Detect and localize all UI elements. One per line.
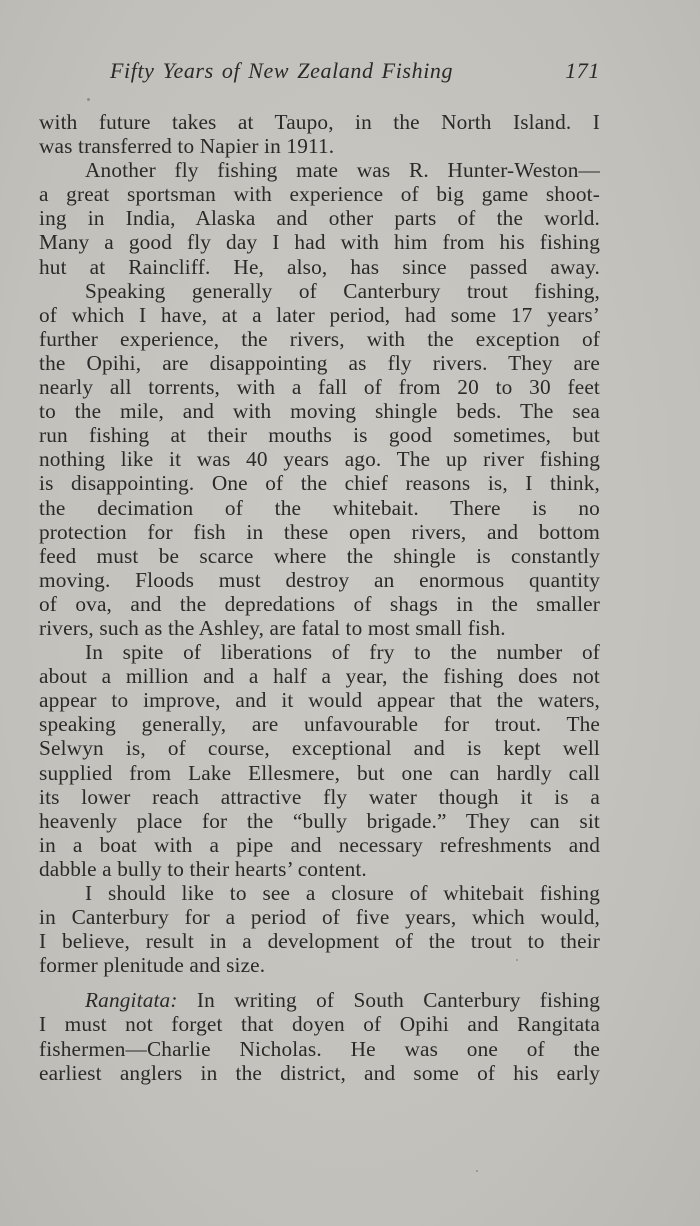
text-line: former plenitude and size. [39, 953, 266, 978]
text-line: fishermen—Charlie Nicholas. He was one of the [39, 1036, 600, 1061]
text-line: heavenly place for the “bully brigade.” They can sit [39, 808, 600, 833]
text-line: hut at Raincliff. He, also, has since passed away. [39, 254, 600, 279]
text-line: further experience, the rivers, with the exception of [39, 326, 600, 351]
paper-speck [516, 959, 518, 961]
text-line: the Opihi, are disappointing as fly rivers. They are [39, 350, 600, 375]
text-line: nothing like it was 40 years ago. The up river fishing [39, 447, 600, 472]
text-line: of ova, and the depredations of shags in the smaller [39, 591, 600, 616]
page-number: 171 [565, 58, 600, 83]
text-line: In spite of liberations of fry to the number of [85, 640, 600, 665]
text-line: about a million and a half a year, the fishing does not [39, 664, 600, 689]
text-line: Speaking generally of Canterbury trout fishing, [85, 278, 600, 303]
text-line: a great sportsman with experience of big game shoot- [39, 182, 600, 207]
text-line: ing in India, Alaska and other parts of the world. [39, 206, 600, 231]
text-line: with future takes at Taupo, in the North Island. I [39, 110, 600, 134]
text-line: moving. Floods must destroy an enormous quantity [39, 567, 600, 592]
text-line: in a boat with a pipe and necessary refreshments and [39, 832, 600, 857]
text-line: Another fly fishing mate was R. Hunter-Weston— [85, 158, 600, 183]
text-line: I should like to see a closure of whitebait fishing [85, 881, 600, 905]
body-text [39, 110, 600, 1085]
text-line: rivers, such as the Ashley, are fatal to most small fish. [39, 615, 506, 640]
run-in-heading: Rangitata: [85, 988, 178, 1013]
text-line: run fishing at their mouths is good sometimes, but [39, 423, 600, 448]
text-line: supplied from Lake Ellesmere, but one can hardly call [39, 760, 600, 785]
text-line: the decimation of the whitebait. There is no [39, 495, 600, 520]
text-line: of which I have, at a later period, had some 17 years’ [39, 302, 600, 327]
text-line: I believe, result in a development of the trout to their [39, 929, 600, 954]
text-line: to the mile, and with moving shingle beds. The sea [39, 399, 600, 424]
text-line: dabble a bully to their hearts’ content. [39, 856, 367, 881]
text-line: Selwyn is, of course, exceptional and is kept well [39, 736, 600, 761]
text-line: nearly all torrents, with a fall of from 20 to 30 feet [39, 375, 600, 400]
text-line: I must not forget that doyen of Opihi and Rangitata [39, 1012, 600, 1037]
text-run: In writing of South Canterbury fishing [177, 988, 600, 1013]
text-line: Many a good fly day I had with him from his fishing [39, 230, 600, 255]
text-line: its lower reach attractive fly water though it is a [39, 784, 600, 809]
running-head [110, 58, 600, 92]
paragraph-gap [39, 977, 600, 988]
text-line: is disappointing. One of the chief reasons is, I think, [39, 471, 600, 496]
text-line-with-heading [39, 988, 600, 1012]
paper-speck [476, 1170, 478, 1172]
paper-speck [87, 98, 90, 101]
text-line: speaking generally, are unfavourable for trout. The [39, 712, 600, 737]
text-line: appear to improve, and it would appear that the waters, [39, 688, 600, 713]
running-title: Fifty Years of New Zealand Fishing [110, 58, 454, 83]
text-line: in Canterbury for a period of five years, which would, [39, 905, 600, 930]
text-line: protection for fish in these open rivers, and bottom [39, 519, 600, 544]
text-line: feed must be scarce where the shingle is constantly [39, 543, 600, 568]
text-line: earliest anglers in the district, and some of his early [39, 1060, 600, 1085]
text-line: was transferred to Napier in 1911. [39, 134, 335, 159]
